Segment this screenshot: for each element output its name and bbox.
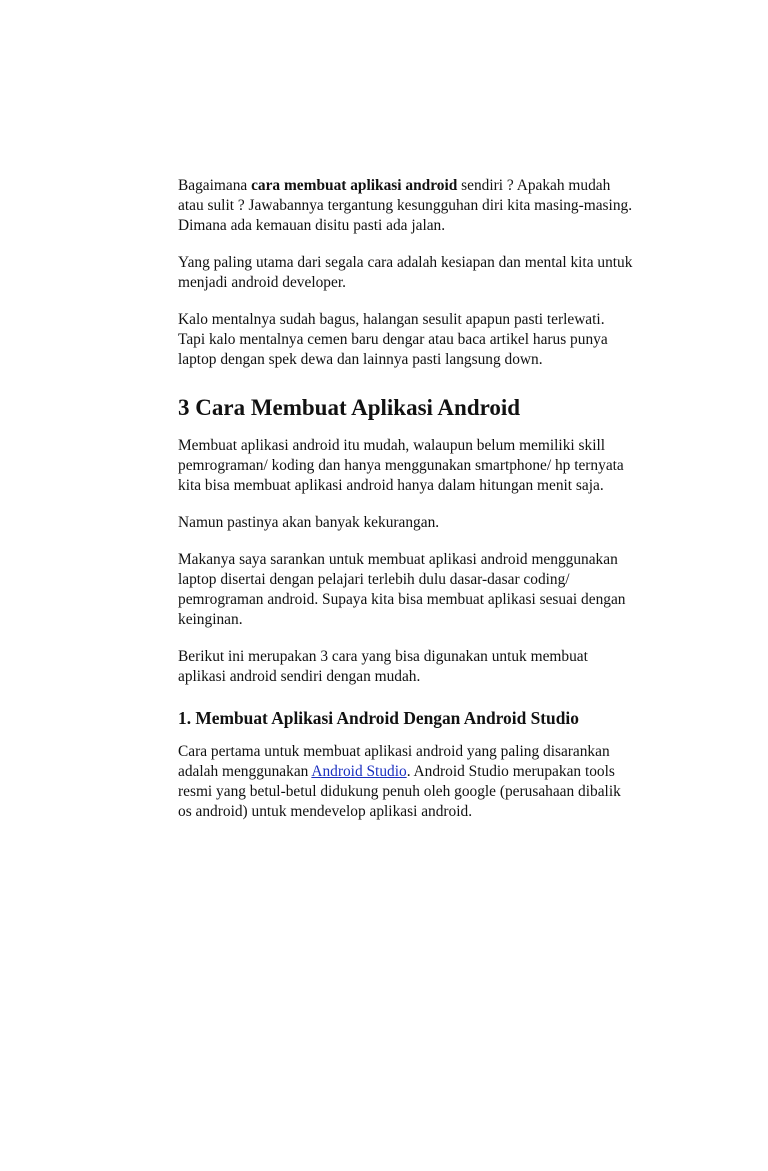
text-run: sendiri ? Apakah mudah <box>457 177 611 194</box>
subsection-paragraph-1 <box>178 742 630 822</box>
text-line: laptop disertai dengan pelajari terlebih dulu dasar-dasar coding/ <box>178 571 570 588</box>
text-line: menjadi android developer. <box>178 274 346 291</box>
text-line <box>178 762 630 782</box>
text-run: . Android Studio merupakan tools <box>406 763 615 780</box>
text-line: pemrograman android. Supaya kita bisa membuat aplikasi sesuai dengan <box>178 591 626 608</box>
text-line: kita bisa membuat aplikasi android hanya dalam hitungan menit saja. <box>178 477 604 494</box>
text-line <box>178 176 630 196</box>
text-run: Bagaimana <box>178 177 252 194</box>
document-page <box>178 176 633 839</box>
text-line: Dimana ada kemauan disitu pasti ada jalan. <box>178 217 446 234</box>
section-paragraph-3 <box>178 550 630 630</box>
text-line: laptop dengan spek dewa dan lainnya pasti langsung down. <box>178 351 543 368</box>
subsection-heading: 1. Membuat Aplikasi Android Dengan Android Studio <box>178 708 579 728</box>
text-line: Membuat aplikasi android itu mudah, walaupun belum memiliki skill <box>178 437 606 454</box>
section-paragraph-1 <box>178 436 630 496</box>
text-line: keinginan. <box>178 611 243 628</box>
text-line: Tapi kalo mentalnya cemen baru dengar atau baca artikel harus punya <box>178 331 608 348</box>
text-line: Makanya saya sarankan untuk membuat aplikasi android menggunakan <box>178 551 618 568</box>
text-line: Berikut ini merupakan 3 cara yang bisa digunakan untuk membuat <box>178 648 588 665</box>
intro-paragraph-1 <box>178 176 633 236</box>
bold-keyword: cara membuat aplikasi android <box>251 177 458 194</box>
text-line: atau sulit ? Jawabannya tergantung kesungguhan diri kita masing-masing. <box>178 197 633 214</box>
text-run: adalah menggunakan <box>178 763 312 780</box>
section-heading: 3 Cara Membuat Aplikasi Android <box>178 395 521 420</box>
text-line: pemrograman/ koding dan hanya menggunakan smartphone/ hp ternyata <box>178 457 624 474</box>
text-line: resmi yang betul-betul didukung penuh oleh google (perusahaan dibalik <box>178 783 621 800</box>
text-line: aplikasi android sendiri dengan mudah. <box>178 668 421 685</box>
text-line: Yang paling utama dari segala cara adalah kesiapan dan mental kita untuk <box>178 254 633 271</box>
text-line: Namun pastinya akan banyak kekurangan. <box>178 514 440 531</box>
text-line: Cara pertama untuk membuat aplikasi android yang paling disarankan <box>178 743 610 760</box>
intro-paragraph-3 <box>178 310 630 370</box>
text-line: Kalo mentalnya sudah bagus, halangan sesulit apapun pasti terlewati. <box>178 311 605 328</box>
android-studio-link[interactable]: Android Studio <box>311 763 407 780</box>
section-paragraph-4 <box>178 647 630 687</box>
section-paragraph-2 <box>178 513 630 533</box>
intro-paragraph-2 <box>178 253 633 293</box>
text-line: os android) untuk mendevelop aplikasi android. <box>178 803 473 820</box>
